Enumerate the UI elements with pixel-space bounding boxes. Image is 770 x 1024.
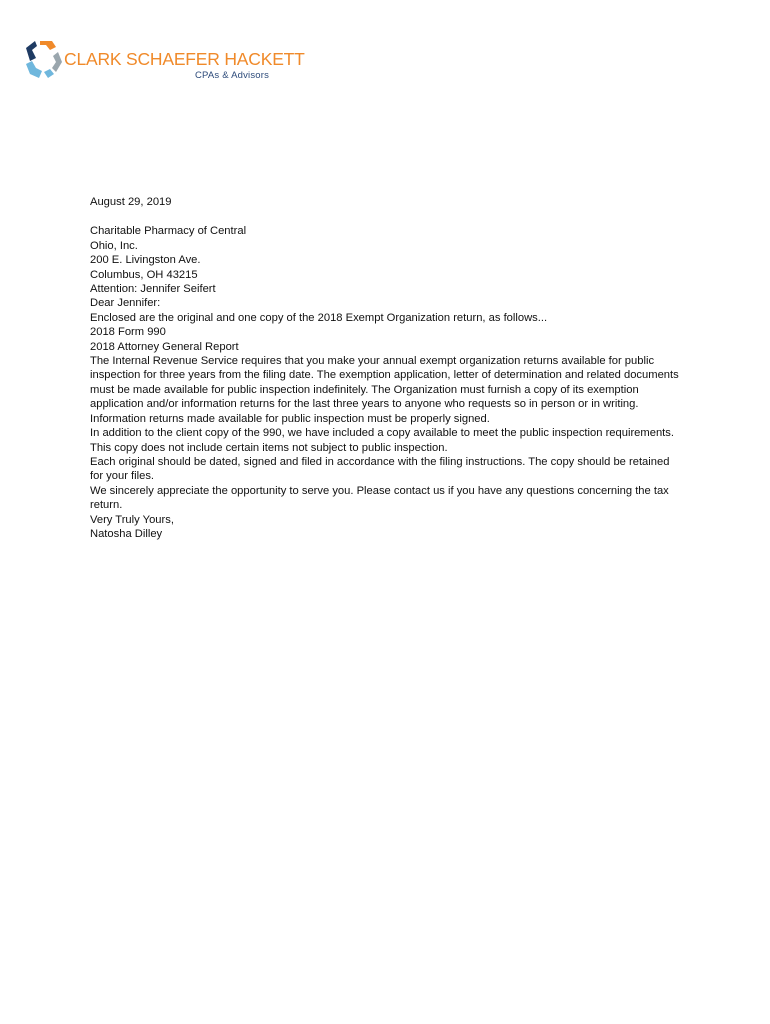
- letter-body: [90, 195, 685, 541]
- letter-date: August 29, 2019: [90, 196, 172, 208]
- address-line: 200 E. Livingston Ave.: [90, 254, 201, 267]
- intro-paragraph: Enclosed are the original and one copy of the 2018 Exempt Organization return, as follows...: [90, 311, 548, 324]
- address-line: Columbus, OH 43215: [90, 268, 198, 281]
- company-logo: [22, 38, 305, 84]
- filing-paragraph: Each original should be dated, signed and filed in accordance with the filing instructions. The copy should be retained for your files.: [90, 455, 670, 483]
- enclosure-item: 2018 Attorney General Report: [90, 340, 239, 353]
- client-copy-paragraph: In addition to the client copy of the 990, we have included a copy available to meet the public inspection requirements. This copy does not include certain items not subject to public inspection.: [90, 427, 674, 454]
- irs-paragraph: The Internal Revenue Service requires that you make your annual exempt organization returns available for public inspection for three years from the filing date. The exemption application, letter of determination and related documents must be made available for public inspection indefinitely. The Organization must furnish a copy of its exemption application and/or information returns for the last three years to anyone who requests so in person or in writing. Information returns made available for public inspection must be properly signed.: [90, 355, 679, 425]
- logo-tagline: CPAs & Advisors: [195, 70, 270, 81]
- salutation: Dear Jennifer:: [90, 297, 161, 310]
- logo-company-name: CLARK SCHAEFER HACKETT: [64, 49, 305, 69]
- address-line: Ohio, Inc.: [90, 239, 138, 252]
- appreciation-paragraph: We sincerely appreciate the opportunity to serve you. Please contact us if you have any questions concerning the tax return.: [90, 484, 669, 512]
- recipient-address: [90, 224, 685, 296]
- enclosure-item: 2018 Form 990: [90, 326, 166, 339]
- signer-name: Natosha Dilley: [90, 527, 163, 540]
- address-line: Charitable Pharmacy of Central: [90, 225, 247, 238]
- closing: Very Truly Yours,: [90, 513, 174, 526]
- logo-mark-icon: [22, 38, 64, 80]
- address-line: Attention: Jennifer Seifert: [90, 283, 216, 296]
